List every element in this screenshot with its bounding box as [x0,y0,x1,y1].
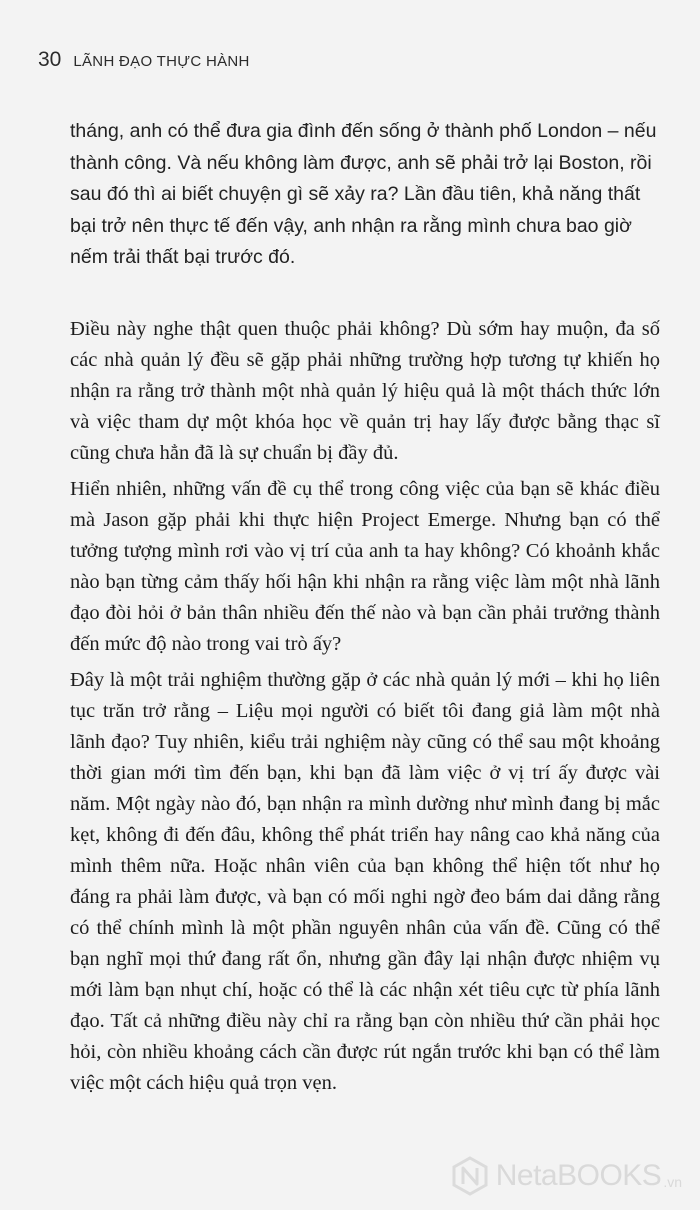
watermark-suffix: .vn [663,1174,682,1190]
body-paragraph-3: Đây là một trải nghiệm thường gặp ở các nhà quản lý mới – khi họ liên tục trăn trở rằng – Liệu mọi người có biết tôi đang giả làm một nhà lãnh đạo? Tuy nhiên, kiểu trải nghiệm này cũng có thể sau một khoảng thời gian mới tìm đến bạn, khi bạn đã làm việc ở vị trí ấy được vài năm. Một ngày nào đó, bạn nhận ra mình dường như mình đang bị mắc kẹt, không đi đến đâu, không thể phát triển hay nâng cao khả năng của mình thêm nữa. Hoặc nhân viên của bạn không thể hiện tốt như họ đáng ra phải làm được, và bạn có mối nghi ngờ đeo bám dai dẳng rằng có thể chính mình là một phần nguyên nhân của vấn đề. Cũng có thể bạn nghĩ mọi thứ đang rất ổn, nhưng gần đây lại nhận được nhiệm vụ mới làm bạn nhụt chí, hoặc có thể là các nhận xét tiêu cực từ phía lãnh đạo. Tất cả những điều này chỉ ra rằng bạn còn nhiều thứ cần phải học hỏi, còn nhiều khoảng cách cần được rút ngắn trước khi bạn có thể làm việc một cách hiệu quả trọn vẹn. [70,669,660,1094]
intro-paragraph: tháng, anh có thể đưa gia đình đến sống ở thành phố London – nếu thành công. Và nếu không làm được, anh sẽ phải trở lại Boston, rồi sau đó thì ai biết chuyện gì sẽ xảy ra? Lần đầu tiên, khả năng thất bại trở nên thực tế đến vậy, anh nhận ra rằng mình chưa bao giờ nếm trải thất bại trước đó. [70,120,657,268]
body-text [70,314,660,1104]
watermark [450,1156,682,1196]
body-paragraph-2: Hiển nhiên, những vấn đề cụ thể trong công việc của bạn sẽ khác điều mà Jason gặp phải khi thực hiện Project Emerge. Nhưng bạn có thể tưởng tượng mình rơi vào vị trí của anh ta hay không? Có khoảnh khắc nào bạn từng cảm thấy hối hận khi nhận ra rằng việc làm một nhà lãnh đạo đòi hỏi ở bản thân nhiều đến thế nào và bạn cần phải trưởng thành đến mức độ nào trong vai trò ấy? [70,478,660,655]
netabooks-logo-icon [450,1156,490,1196]
page-header [38,48,250,72]
page-number: 30 [38,48,62,71]
running-title: LÃNH ĐẠO THỰC HÀNH [73,53,250,70]
body-paragraph-1: Điều này nghe thật quen thuộc phải không? Dù sớm hay muộn, đa số các nhà quản lý đều sẽ gặp phải những trường hợp tương tự khiến họ nhận ra rằng trở thành một nhà quản lý hiệu quả là một thách thức lớn và việc tham dự một khóa học về quản trị hay lấy được bằng thạc sĩ cũng chưa hẳn đã là sự chuẩn bị đầy đủ. [70,318,660,464]
watermark-text: NetaBOOKS [495,1159,662,1192]
